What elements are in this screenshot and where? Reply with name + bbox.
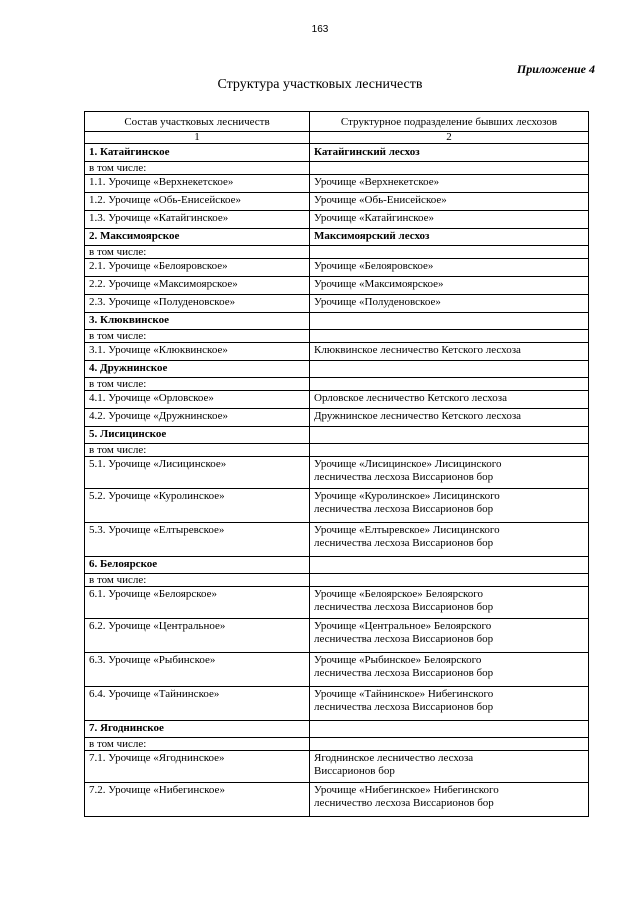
table-row xyxy=(85,489,589,523)
tract-name: 2.3. Урочище «Полуденовское» xyxy=(85,295,310,313)
tract-name: 1.3. Урочище «Катайгинское» xyxy=(85,211,310,229)
section-org xyxy=(310,427,589,444)
former-unit xyxy=(310,277,589,295)
tract-name: 6.3. Урочище «Рыбинское» xyxy=(85,653,310,687)
including-label: в том числе: xyxy=(85,330,310,343)
section-name: 1. Катайгинское xyxy=(85,144,310,162)
former-unit-line: лесничества лесхоза Виссарионов бор xyxy=(314,471,494,483)
tract-name: 6.4. Урочище «Тайнинское» xyxy=(85,687,310,721)
former-unit-line: Ягоднинское лесничество лесхоза xyxy=(314,752,474,764)
header-num1: 1 xyxy=(85,132,310,144)
former-unit-line: лесничества лесхоза Виссарионов бор xyxy=(314,601,494,613)
tract-name: 6.2. Урочище «Центральное» xyxy=(85,619,310,653)
former-unit xyxy=(310,175,589,193)
former-unit xyxy=(310,489,589,523)
header-row xyxy=(85,112,589,132)
former-unit xyxy=(310,193,589,211)
table-header xyxy=(85,112,589,144)
table-row xyxy=(85,687,589,721)
section-name: 5. Лисицинское xyxy=(85,427,310,444)
table-row xyxy=(85,619,589,653)
former-unit-line: Урочище «Белоярское» Белоярского xyxy=(314,588,483,600)
section-name: 7. Ягоднинское xyxy=(85,721,310,738)
header-number-row xyxy=(85,132,589,144)
including-row xyxy=(85,574,589,587)
section-row xyxy=(85,557,589,574)
including-label: в том числе: xyxy=(85,378,310,391)
tract-name: 6.1. Урочище «Белоярское» xyxy=(85,587,310,619)
appendix-label: Приложение 4 xyxy=(516,62,595,76)
tract-name: 5.1. Урочище «Лисицинское» xyxy=(85,457,310,489)
former-unit xyxy=(310,687,589,721)
tract-name: 5.3. Урочище «Елтыревское» xyxy=(85,523,310,557)
former-unit-line: Урочище «Обь-Енисейское» xyxy=(314,194,447,206)
former-unit-line: лесничества лесхоза Виссарионов бор xyxy=(314,633,494,645)
table-body xyxy=(85,144,589,817)
table-row xyxy=(85,295,589,313)
tract-name: 2.1. Урочище «Белояровское» xyxy=(85,259,310,277)
former-unit-line: Урочище «Куролинское» Лисицинского xyxy=(314,490,500,502)
former-unit xyxy=(310,523,589,557)
section-row xyxy=(85,229,589,246)
former-unit-line: лесничества лесхоза Виссарионов бор xyxy=(314,503,494,515)
tract-name: 3.1. Урочище «Клюквинское» xyxy=(85,343,310,361)
including-label: в том числе: xyxy=(85,246,310,259)
former-unit-line: Урочище «Полуденовское» xyxy=(314,296,441,308)
table-row xyxy=(85,175,589,193)
section-row xyxy=(85,361,589,378)
empty-cell xyxy=(310,444,589,457)
former-unit-line: Орловское лесничество Кетского лесхоза xyxy=(314,392,507,404)
table-row xyxy=(85,653,589,687)
former-unit xyxy=(310,391,589,409)
former-unit-line: Урочище «Верхнекетское» xyxy=(314,176,440,188)
empty-cell xyxy=(310,246,589,259)
former-unit xyxy=(310,751,589,783)
former-unit xyxy=(310,619,589,653)
section-name: 2. Максимоярское xyxy=(85,229,310,246)
former-unit-line: Урочище «Белояровское» xyxy=(314,260,434,272)
section-org: Максимоярский лесхоз xyxy=(310,229,589,246)
empty-cell xyxy=(310,162,589,175)
empty-cell xyxy=(310,330,589,343)
section-name: 4. Дружнинское xyxy=(85,361,310,378)
tract-name: 1.2. Урочище «Обь-Енисейское» xyxy=(85,193,310,211)
table-row xyxy=(85,211,589,229)
page-number: 163 xyxy=(311,24,329,35)
former-unit xyxy=(310,409,589,427)
including-label: в том числе: xyxy=(85,738,310,751)
former-unit-line: Урочище «Рыбинское» Белоярского xyxy=(314,654,482,666)
header-num2: 2 xyxy=(310,132,589,144)
forestry-structure-table xyxy=(84,111,589,817)
table-row xyxy=(85,409,589,427)
tract-name: 4.2. Урочище «Дружнинское» xyxy=(85,409,310,427)
tract-name: 1.1. Урочище «Верхнекетское» xyxy=(85,175,310,193)
header-col1: Состав участковых лесничеств xyxy=(85,112,310,132)
tract-name: 7.2. Урочище «Нибегинское» xyxy=(85,783,310,817)
including-row xyxy=(85,246,589,259)
section-name: 6. Белоярское xyxy=(85,557,310,574)
section-row xyxy=(85,313,589,330)
section-org xyxy=(310,361,589,378)
former-unit-line: Урочище «Елтыревское» Лисицинского xyxy=(314,524,500,536)
table-row xyxy=(85,259,589,277)
former-unit-line: Виссарионов бор xyxy=(314,765,395,777)
former-unit xyxy=(310,653,589,687)
former-unit xyxy=(310,343,589,361)
section-org xyxy=(310,313,589,330)
table-row xyxy=(85,343,589,361)
section-org: Катайгинский лесхоз xyxy=(310,144,589,162)
former-unit-line: Дружнинское лесничество Кетского лесхоза xyxy=(314,410,522,422)
including-label: в том числе: xyxy=(85,574,310,587)
former-unit xyxy=(310,457,589,489)
table-row xyxy=(85,783,589,817)
former-unit xyxy=(310,587,589,619)
former-unit-line: Урочище «Центральное» Белоярского xyxy=(314,620,492,632)
table-row xyxy=(85,193,589,211)
former-unit xyxy=(310,211,589,229)
former-unit-line: Урочище «Нибегинское» Нибегинского xyxy=(314,784,499,796)
table-row xyxy=(85,391,589,409)
former-unit-line: Урочище «Максимоярское» xyxy=(314,278,444,290)
table-row xyxy=(85,587,589,619)
former-unit xyxy=(310,259,589,277)
tract-name: 5.2. Урочище «Куролинское» xyxy=(85,489,310,523)
former-unit-line: лесничества лесхоза Виссарионов бор xyxy=(314,667,494,679)
section-org xyxy=(310,557,589,574)
empty-cell xyxy=(310,378,589,391)
former-unit-line: Урочище «Катайгинское» xyxy=(314,212,435,224)
including-row xyxy=(85,330,589,343)
former-unit-line: лесничества лесхоза Виссарионов бор xyxy=(314,537,494,549)
former-unit-line: Клюквинское лесничество Кетского лесхоза xyxy=(314,344,521,356)
header-col2: Структурное подразделение бывших лесхозов xyxy=(310,112,589,132)
empty-cell xyxy=(310,574,589,587)
including-row xyxy=(85,444,589,457)
section-row xyxy=(85,721,589,738)
former-unit xyxy=(310,783,589,817)
former-unit-line: лесничество лесхоза Виссарионов бор xyxy=(314,797,494,809)
tract-name: 7.1. Урочище «Ягоднинское» xyxy=(85,751,310,783)
table-row xyxy=(85,523,589,557)
former-unit xyxy=(310,295,589,313)
former-unit-line: Урочище «Лисицинское» Лисицинского xyxy=(314,458,502,470)
including-row xyxy=(85,378,589,391)
document-title: Структура участковых лесничеств xyxy=(217,77,423,92)
section-name: 3. Клюквинское xyxy=(85,313,310,330)
including-row xyxy=(85,162,589,175)
tract-name: 4.1. Урочище «Орловское» xyxy=(85,391,310,409)
section-row xyxy=(85,427,589,444)
including-label: в том числе: xyxy=(85,162,310,175)
empty-cell xyxy=(310,738,589,751)
including-row xyxy=(85,738,589,751)
including-label: в том числе: xyxy=(85,444,310,457)
tract-name: 2.2. Урочище «Максимоярское» xyxy=(85,277,310,295)
former-unit-line: лесничества лесхоза Виссарионов бор xyxy=(314,701,494,713)
table-row xyxy=(85,457,589,489)
former-unit-line: Урочище «Тайнинское» Нибегинского xyxy=(314,688,494,700)
section-org xyxy=(310,721,589,738)
table-row xyxy=(85,751,589,783)
table-row xyxy=(85,277,589,295)
section-row xyxy=(85,144,589,162)
